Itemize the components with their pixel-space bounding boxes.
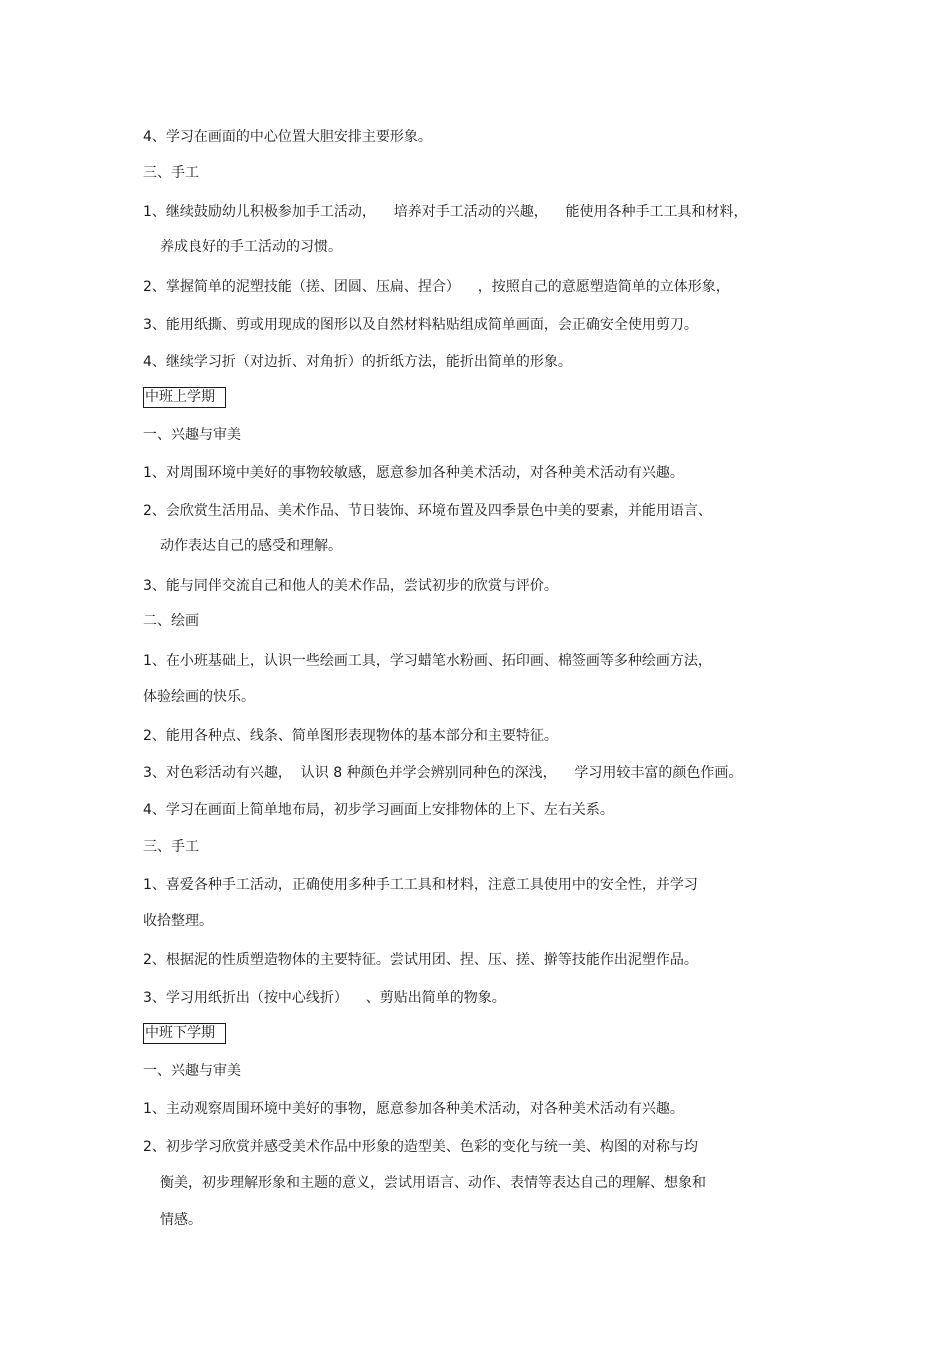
text-line: 1、继续鼓励幼儿积极参加手工活动， 培养对手工活动的兴趣， 能使用各种手工工具和材料， — [143, 204, 748, 220]
text-line: 3、学习用纸折出（按中心线折） 、剪贴出简单的物象。 — [143, 990, 506, 1006]
section-heading: 三、手工 — [143, 839, 199, 855]
section-heading: 三、手工 — [143, 165, 199, 181]
text-line: 1、喜爱各种手工活动，正确使用多种手工工具和材料，注意工具使用中的安全性，并学习 — [143, 877, 698, 893]
text-line: 2、会欣赏生活用品、美术作品、节日装饰、环境布置及四季景色中美的要素，并能用语言、 — [143, 503, 712, 519]
text-line: 1、对周围环境中美好的事物较敏感，愿意参加各种美术活动，对各种美术活动有兴趣。 — [143, 465, 684, 481]
section-heading: 二、绘画 — [143, 613, 199, 629]
text-line: 3、对色彩活动有兴趣， 认识 8 种颜色并学会辨别同种色的深浅， 学习用较丰富的颜色作画。 — [143, 765, 743, 781]
text-line: 4、学习在画面的中心位置大胆安排主要形象。 — [143, 129, 432, 145]
section-heading: 一、兴趣与审美 — [143, 427, 241, 443]
text-line: 3、能与同伴交流自己和他人的美术作品，尝试初步的欣赏与评价。 — [143, 578, 558, 594]
text-line: 动作表达自己的感受和理解。 — [160, 538, 342, 554]
term-heading-boxed: 中班上学期 — [143, 387, 226, 408]
text-line: 2、掌握简单的泥塑技能（搓、团圆、压扁、捏合） ，按照自己的意愿塑造简单的立体形象， — [143, 279, 730, 295]
text-line: 2、能用各种点、线条、简单图形表现物体的基本部分和主要特征。 — [143, 728, 558, 744]
text-line: 2、根据泥的性质塑造物体的主要特征。尝试用团、捏、压、搓、擀等技能作出泥塑作品。 — [143, 952, 698, 968]
text-line: 3、能用纸撕、剪或用现成的图形以及自然材料粘贴组成简单画面，会正确安全使用剪刀。 — [143, 317, 698, 333]
text-line: 1、在小班基础上，认识一些绘画工具，学习蜡笔水粉画、拓印画、棉签画等多种绘画方法， — [143, 653, 712, 669]
text-line: 情感。 — [160, 1212, 202, 1228]
text-line: 收拾整理。 — [143, 913, 213, 929]
text-line: 养成良好的手工活动的习惯。 — [160, 239, 342, 255]
section-heading: 一、兴趣与审美 — [143, 1063, 241, 1079]
term-heading-boxed: 中班下学期 — [143, 1023, 226, 1044]
text-line: 1、主动观察周围环境中美好的事物，愿意参加各种美术活动，对各种美术活动有兴趣。 — [143, 1101, 684, 1117]
text-line: 衡美，初步理解形象和主题的意义，尝试用语言、动作、表情等表达自己的理解、想象和 — [160, 1175, 706, 1191]
text-line: 4、继续学习折（对边折、对角折）的折纸方法，能折出简单的形象。 — [143, 354, 572, 370]
text-line: 4、学习在画面上简单地布局，初步学习画面上安排物体的上下、左右关系。 — [143, 802, 614, 818]
text-line: 体验绘画的快乐。 — [143, 689, 255, 705]
text-line: 2、初步学习欣赏并感受美术作品中形象的造型美、色彩的变化与统一美、构图的对称与均 — [143, 1139, 698, 1155]
